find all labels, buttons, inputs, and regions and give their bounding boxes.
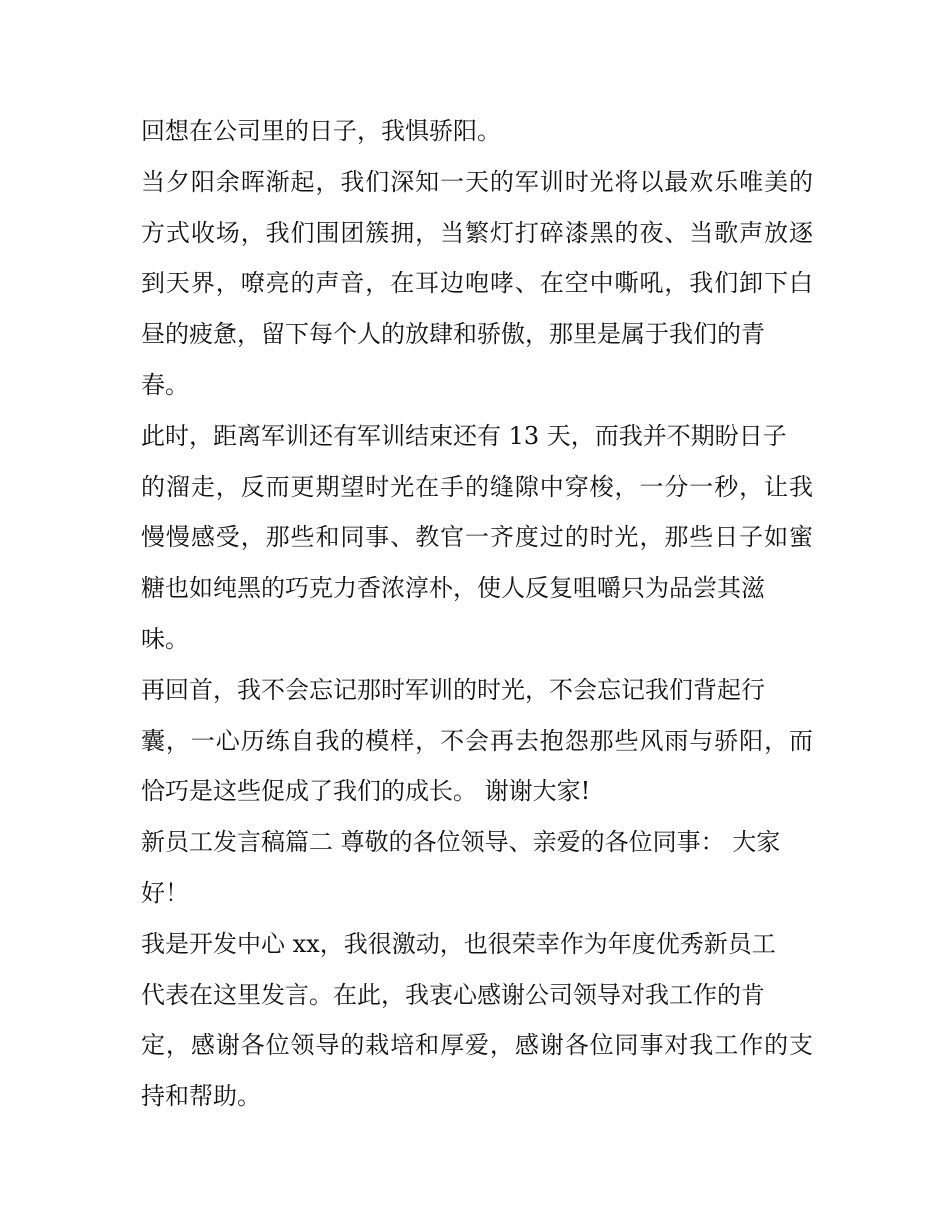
document-body xyxy=(141,106,813,1122)
text-line: 回想在公司里的日子，我惧骄阳。 xyxy=(141,117,501,145)
text-line: 我是开发中心 xx，我很激动，也很荣幸作为年度优秀新员工 xyxy=(141,929,776,958)
text-line: 好！ xyxy=(141,878,189,907)
text-line: 到天界，嘹亮的声音，在耳边咆哮、在空中嘶吼，我们卸下白 xyxy=(141,269,813,298)
text-line: 方式收场，我们围团簇拥，当繁灯打碎漆黑的夜、当歌声放逐 xyxy=(141,218,813,247)
paragraph xyxy=(141,106,813,157)
text-line: 当夕阳余晖渐起，我们深知一天的军训时光将以最欢乐唯美的 xyxy=(141,167,813,196)
text-line: 糖也如纯黑的巧克力香浓淳朴，使人反复咀嚼只为品尝其滋 xyxy=(141,574,765,603)
text-line: 的溜走，反而更期望时光在手的缝隙中穿梭，一分一秒，让我 xyxy=(141,472,813,501)
text-line: 慢慢感受，那些和同事、教官一齐度过的时光，那些日子如蜜 xyxy=(141,523,813,552)
text-line: 春。 xyxy=(141,370,189,399)
text-line: 定，感谢各位领导的栽培和厚爱，感谢各位同事对我工作的支 xyxy=(141,1031,813,1060)
text-line: 持和帮助。 xyxy=(141,1082,261,1111)
paragraph xyxy=(141,157,813,411)
text-line: 此时，距离军训还有军训结束还有 13 天，而我并不期盼日子 xyxy=(141,421,787,450)
text-line: 味。 xyxy=(141,624,189,653)
text-line: 昼的疲惫，留下每个人的放肆和骄傲，那里是属于我们的青 xyxy=(141,320,765,349)
text-line: 新员工发言稿篇二 尊敬的各位领导、亲爱的各位同事： 大家 xyxy=(141,828,781,857)
paragraph xyxy=(141,817,813,919)
text-line: 恰巧是这些促成了我们的成长。 谢谢大家! xyxy=(141,777,591,806)
paragraph xyxy=(141,919,813,1122)
paragraph xyxy=(141,411,813,665)
text-line: 再回首，我不会忘记那时军训的时光，不会忘记我们背起行 xyxy=(141,675,765,704)
paragraph xyxy=(141,665,813,817)
text-line: 代表在这里发言。在此，我衷心感谢公司领导对我工作的肯 xyxy=(141,980,765,1009)
text-line: 囊，一心历练自我的模样，不会再去抱怨那些风雨与骄阳，而 xyxy=(141,726,813,755)
